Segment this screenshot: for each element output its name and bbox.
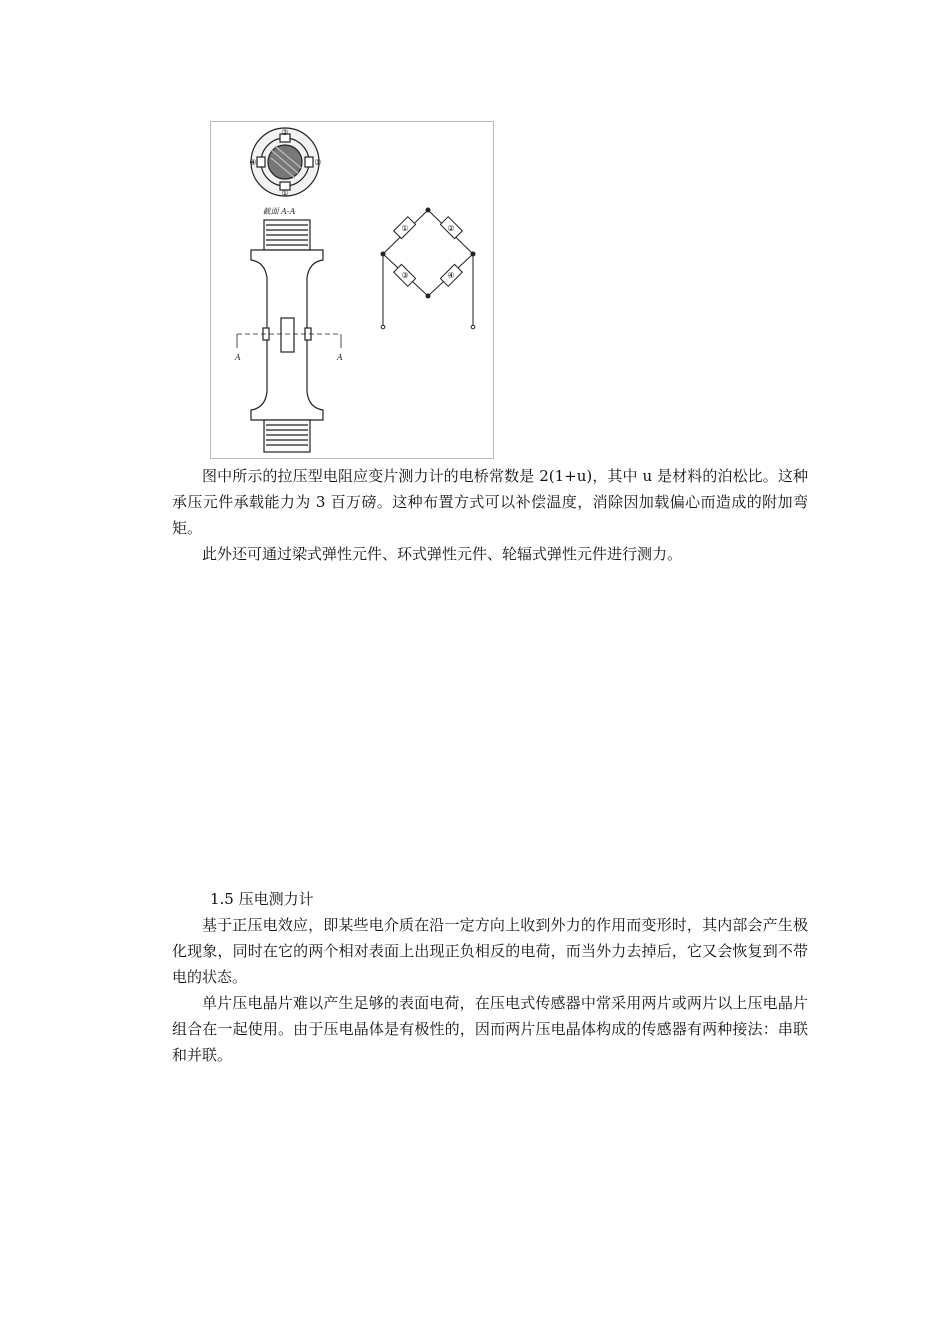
cross-gauge-number-2: ② bbox=[281, 128, 289, 137]
cross-gauge-number-3: ③ bbox=[314, 158, 322, 167]
load-cell-figure bbox=[210, 121, 494, 459]
bridge-gauge-number-1: ① bbox=[401, 224, 409, 233]
bridge-gauge-number-4: ④ bbox=[447, 271, 455, 280]
cross-gauge-number-1: ① bbox=[281, 189, 289, 198]
paragraph-bridge-constant: 图中所示的拉压型电阻应变片测力计的电桥常数是 2(1+u)，其中 u 是材料的泊松比。这种承压元件承载能力为 3 百万磅。这种布置方式可以补偿温度，消除因加载偏心而造成的附加弯矩。 bbox=[172, 467, 808, 537]
bridge-gauge-number-2: ② bbox=[447, 224, 455, 233]
paragraph-piezo-connection: 单片压电晶片难以产生足够的表面电荷，在压电式传感器中常采用两片或两片以上压电晶片组合在一起使用。由于压电晶体是有极性的，因而两片压电晶体构成的传感器有两种接法：串联和并联。 bbox=[172, 994, 808, 1064]
load-cell-diagram bbox=[211, 122, 493, 458]
paragraph-other-elements: 此外还可通过梁式弹性元件、环式弹性元件、轮辐式弹性元件进行测力。 bbox=[202, 545, 683, 563]
cross-section-view bbox=[251, 128, 322, 196]
section-heading-piezoelectric: 1.5 压电测力计 bbox=[210, 890, 314, 908]
paragraph-piezo-effect: 基于正压电效应，即某些电介质在沿一定方向上收到外力的作用而变形时，其内部会产生极化现象，同时在它的两个相对表面上出现正负相反的电荷，而当外力去掉后，它又会恢复到不带电的状态。 bbox=[172, 916, 808, 986]
section-label: 截面 A-A bbox=[262, 207, 296, 216]
cut-marker-left: A bbox=[235, 353, 241, 362]
cut-marker-right: A bbox=[337, 353, 343, 362]
bridge-gauge-number-3: ③ bbox=[401, 271, 409, 280]
cross-gauge-number-4: ④ bbox=[249, 158, 257, 167]
load-cell-elevation bbox=[251, 220, 323, 452]
bridge-circuit bbox=[381, 208, 475, 329]
